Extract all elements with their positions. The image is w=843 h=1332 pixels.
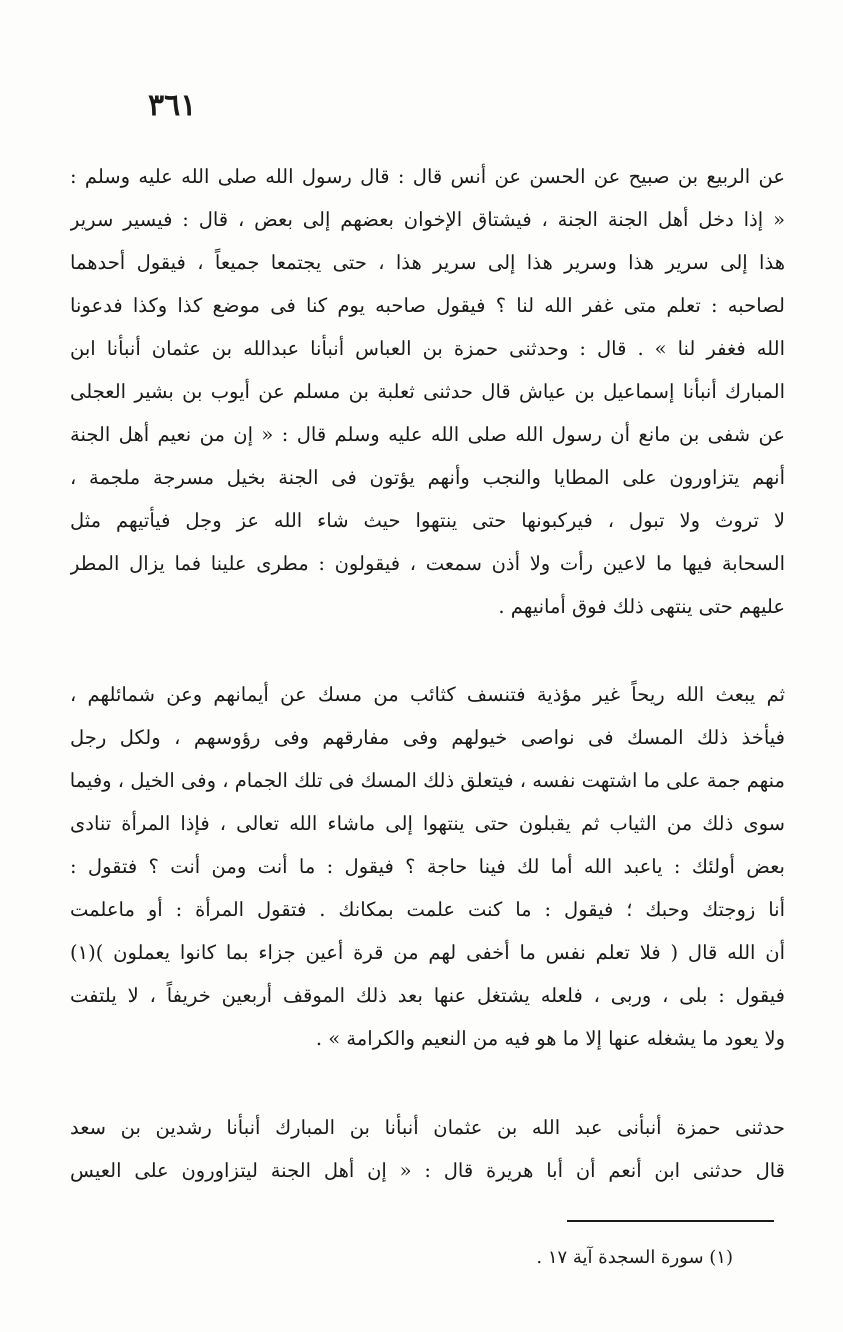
page-number: ٣٦١	[148, 88, 197, 123]
text-line: المبارك أنبأنا إسماعيل بن عياش قال حدثنى ثعلبة بن مسلم عن أيوب بن بشير العجلى	[70, 380, 785, 403]
text-line: قال حدثنى ابن أنعم أن أبا هريرة قال : « إن أهل الجنة ليتزاورون على العيس	[70, 1159, 785, 1182]
text-line: « إذا دخل أهل الجنة الجنة ، فيشتاق الإخوان بعضهم إلى بعض ، قال : فيسير سرير	[70, 208, 785, 231]
text-line: عليهم حتى ينتهى ذلك فوق أمانيهم .	[498, 595, 785, 618]
text-line: فيأخذ ذلك المسك فى نواصى خيولهم وفى مفارقهم وفى رؤوسهم ، ولكل رجل	[70, 726, 785, 749]
text-line: سوى ذلك من الثياب ثم يقبلون حتى ينتهوا إلى ماشاء الله تعالى ، فإذا المرأة تنادى	[70, 812, 785, 835]
text-line: أنهم يتزاورون على المطايا والنجب وأنهم يؤتون فى الجنة بخيل مسرجة ملجمة ،	[70, 466, 785, 489]
text-line: الله فغفر لنا » . قال : وحدثنى حمزة بن العباس أنبأنا عبدالله بن عثمان أنبأنا ابن	[70, 337, 785, 360]
text-line: أنا زوجتك وحبك ؛ فيقول : ما كنت علمت بمكانك . فتقول المرأة : أو ماعلمت	[70, 898, 785, 921]
text-line: لا تروث ولا تبول ، فيركبونها حتى ينتهوا حيث شاء الله عز وجل فيأتيهم مثل	[70, 509, 785, 532]
paragraph-1	[70, 155, 785, 628]
footnote-divider	[567, 1220, 774, 1222]
paragraph-2	[70, 673, 785, 1060]
footnote: (١) سورة السجدة آية ١٧ .	[536, 1247, 733, 1268]
text-line: منهم جمة على ما اشتهت نفسه ، فيتعلق ذلك المسك فى تلك الجمام ، وفى الخيل ، وفيما	[70, 769, 785, 792]
text-line: حدثنى حمزة أنبأنى عبد الله بن عثمان أنبأنا بن المبارك أنبأنا رشدين بن سعد	[70, 1116, 785, 1139]
paragraph-3	[70, 1106, 785, 1192]
text-line: السحابة فيها ما لاعين رأت ولا أذن سمعت ، فيقولون : مطرى علينا فما يزال المطر	[70, 552, 785, 575]
text-line: أن الله قال ( فلا تعلم نفس ما أخفى لهم من قرة أعين جزاء بما كانوا يعملون )(١)	[70, 941, 785, 964]
text-line: عن شفى بن مانع أن رسول الله صلى الله عليه وسلم قال : « إن من نعيم أهل الجنة	[70, 423, 785, 446]
text-line: هذا إلى سرير هذا وسرير هذا إلى سرير هذا ، حتى يجتمعا جميعاً ، فيقول أحدهما	[70, 251, 785, 274]
text-line: لصاحبه : تعلم متى غفر الله لنا ؟ فيقول صاحبه يوم كنا فى موضع كذا وكذا فدعونا	[70, 294, 785, 317]
text-line: ولا يعود ما يشغله عنها إلا ما هو فيه من النعيم والكرامة » .	[315, 1027, 785, 1050]
text-line: فيقول : بلى ، وربى ، فلعله يشتغل عنها بعد ذلك الموقف أربعين خريفاً ، لا يلتفت	[70, 984, 785, 1007]
text-line: ثم يبعث الله ريحاً غير مؤذية فتنسف كثائب من مسك عن أيمانهم وعن شمائلهم ،	[70, 683, 785, 706]
text-line: عن الربيع بن صبيح عن الحسن عن أنس قال : قال رسول الله صلى الله عليه وسلم :	[70, 165, 785, 188]
text-line: بعض أولئك : ياعبد الله أما لك فينا حاجة ؟ فيقول : ما أنت ومن أنت ؟ فتقول :	[70, 855, 785, 878]
